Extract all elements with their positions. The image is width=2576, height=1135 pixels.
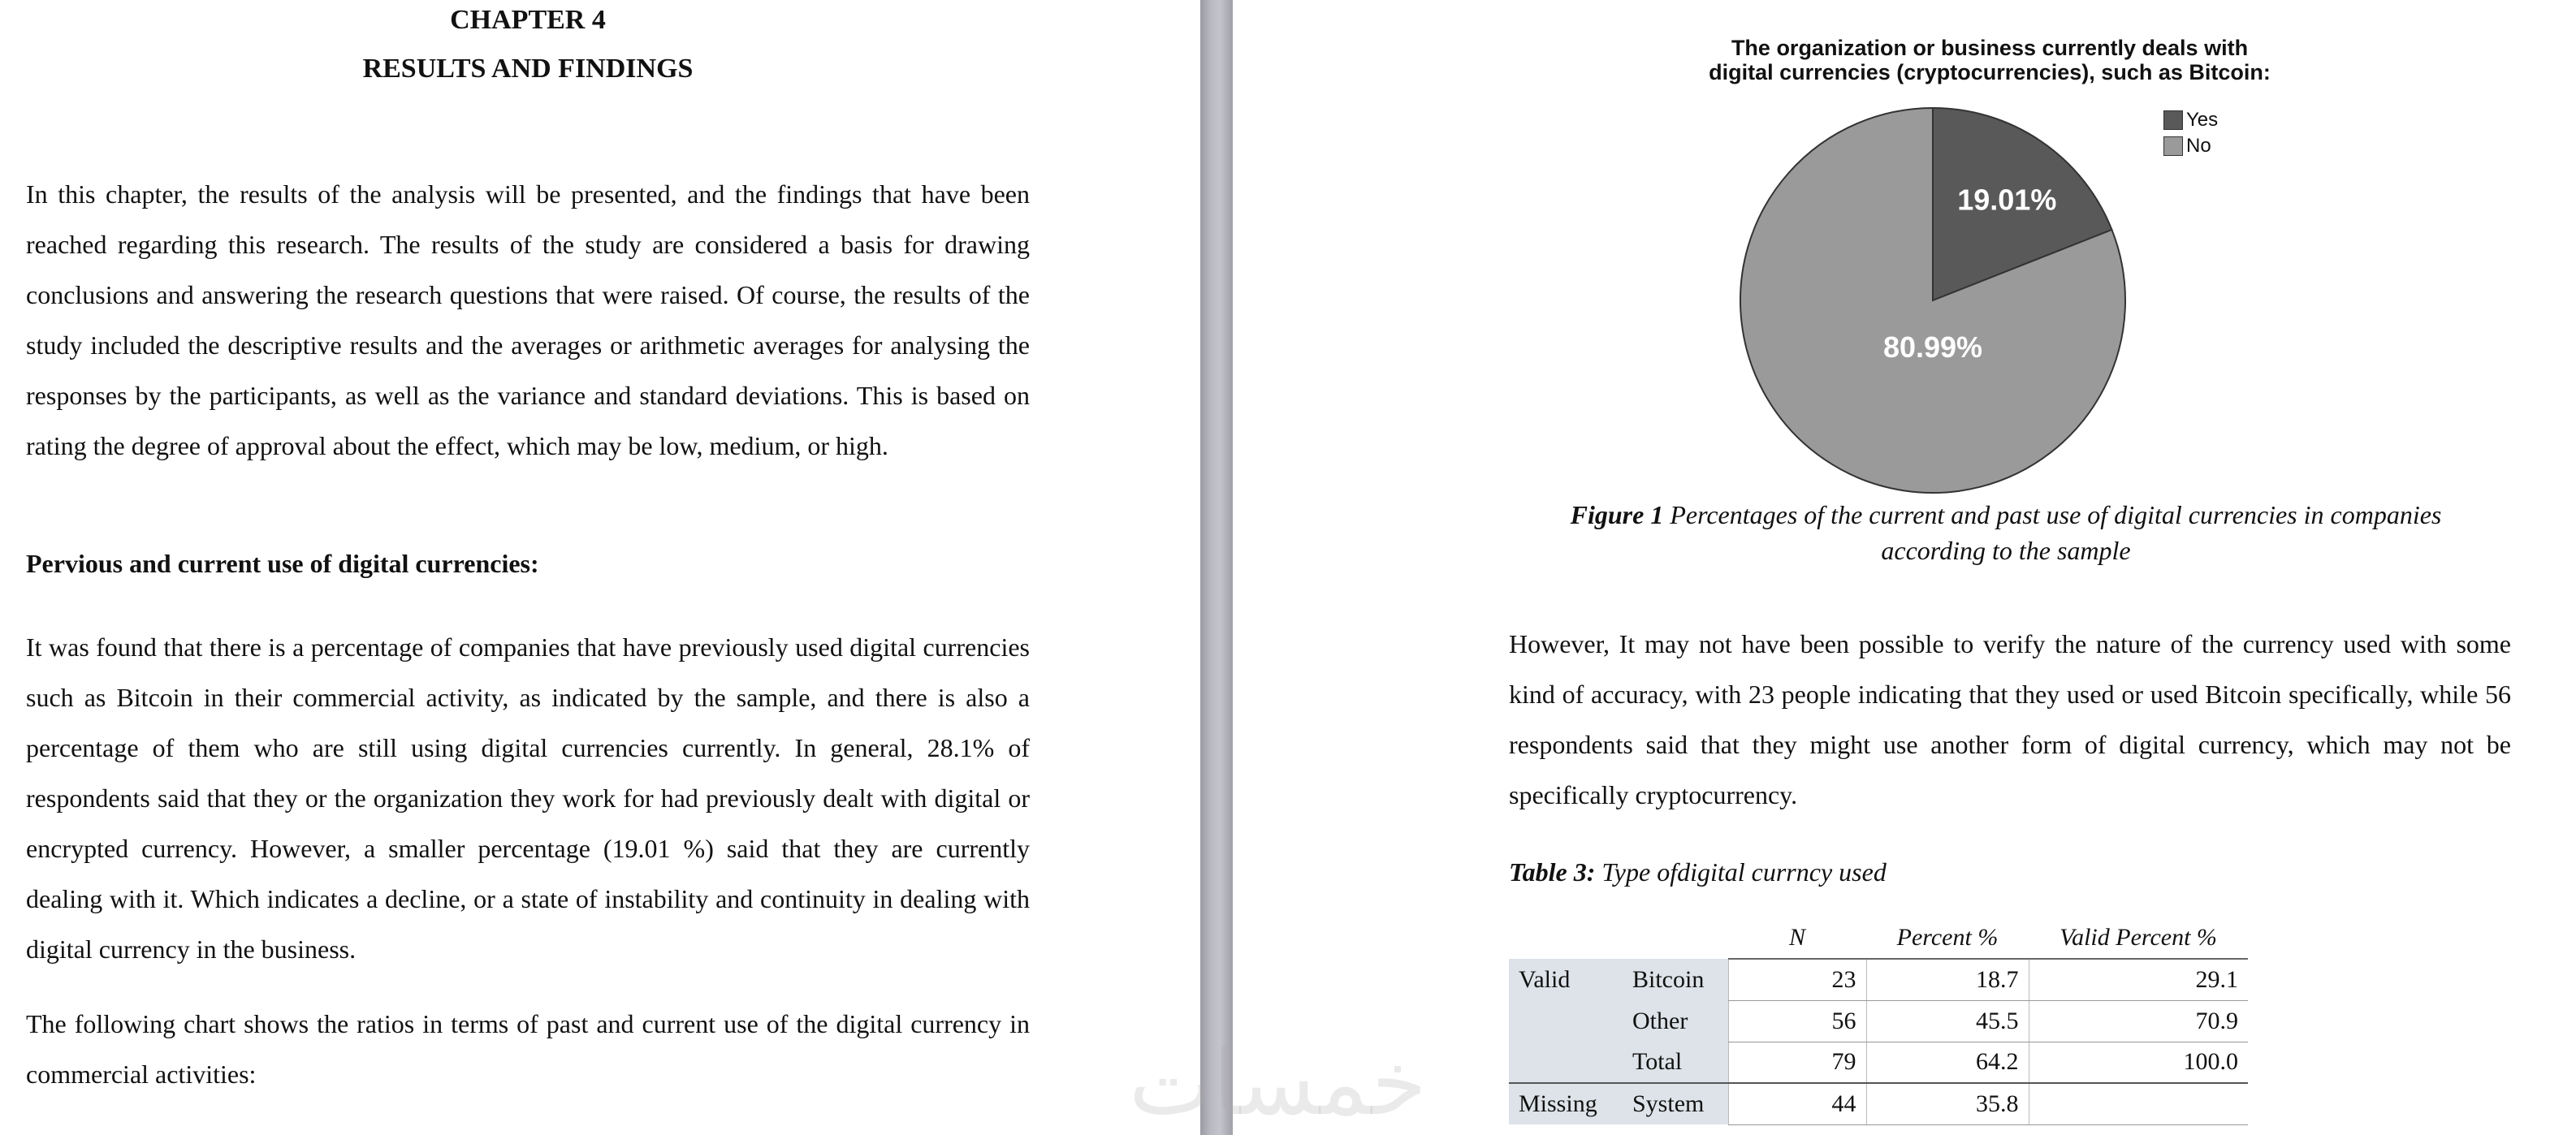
header-percent: Percent % — [1866, 917, 2029, 959]
row-group: Missing — [1509, 1083, 1623, 1124]
pie-label-no: 80.99% — [1882, 330, 1983, 364]
row-group — [1509, 1000, 1623, 1042]
cell-percent: 18.7 — [1866, 959, 2029, 1000]
cell-n: 56 — [1728, 1000, 1866, 1042]
row-category: Total — [1623, 1042, 1728, 1083]
section-heading: Pervious and current use of digital currencies: — [26, 549, 539, 578]
row-group — [1509, 1042, 1623, 1083]
chapter-title: RESULTS AND FINDINGS — [362, 54, 694, 84]
currency-type-table — [1509, 917, 2248, 1125]
header-empty-2 — [1623, 917, 1728, 959]
pie-label-yes: 19.01% — [1957, 183, 2057, 217]
table-row — [1509, 959, 2248, 1000]
header-n: N — [1728, 917, 1866, 959]
legend-item-yes — [2163, 109, 2218, 132]
pie-chart — [1730, 97, 2136, 503]
cell-valid-percent: 70.9 — [2029, 1000, 2248, 1042]
figure-caption-text: Percentages of the current and past use of digital currencies in companies — [1663, 500, 2442, 529]
chart-title-line1: The organization or business currently deals with — [1731, 36, 2249, 60]
header-valid-percent: Valid Percent % — [2029, 917, 2248, 959]
page-gutter — [1200, 0, 1233, 1135]
chapter-number: CHAPTER 4 — [450, 5, 606, 35]
table-row — [1509, 1000, 2248, 1042]
legend-swatch-yes — [2163, 110, 2183, 130]
table-caption — [1509, 857, 1887, 887]
legend-label-no: No — [2186, 135, 2211, 157]
legend-item-no — [2163, 135, 2211, 158]
table-row — [1509, 1042, 2248, 1083]
table-label: Table 3: — [1509, 857, 1596, 887]
figure-caption — [1494, 497, 2518, 533]
cell-percent: 64.2 — [1866, 1042, 2029, 1083]
cell-percent: 45.5 — [1866, 1000, 2029, 1042]
cell-valid-percent: 100.0 — [2029, 1042, 2248, 1083]
watermark-logo: خمسات — [1129, 1031, 1427, 1135]
cell-valid-percent — [2029, 1083, 2248, 1124]
cell-n: 44 — [1728, 1083, 1866, 1124]
legend-label-yes: Yes — [2186, 109, 2219, 131]
table-header-row — [1509, 917, 2248, 959]
figure-caption-line2: according to the sample — [1881, 536, 2131, 565]
cell-valid-percent: 29.1 — [2029, 959, 2248, 1000]
intro-paragraph: In this chapter, the results of the analysis will be presented, and the findings that have been reached regarding this research. The results of the study are considered a basis for drawing conclusions and answering the research questions that were raised. Of course, the results of the study included the descriptive results and the averages or arithmetic averages for analysing the responses by the participants, as well as the variance and standard deviations. This is based on rating the degree of approval about the effect, which may be low, medium, or high. — [26, 179, 1030, 460]
chart-title-line2: digital currencies (cryptocurrencies), such as Bitcoin: — [1709, 60, 2271, 84]
header-empty-1 — [1509, 917, 1623, 959]
usage-paragraph: It was found that there is a percentage of companies that have previously used digital currencies such as Bitcoin in their commercial activity, as indicated by the sample, and there is also a percentage of them who are still using digital currencies currently. In general, 28.1% of respondents said that they or the organization they work for had previously dealt with digital or encrypted currency. However, a smaller percentage (19.01 %) said that they are currently dealing with it. Which indicates a decline, or a state of instability and continuity in dealing with digital currency in the business. — [26, 632, 1030, 964]
table-row — [1509, 1083, 2248, 1124]
row-category: Bitcoin — [1623, 959, 1728, 1000]
cell-percent: 35.8 — [1866, 1083, 2029, 1124]
cell-n: 79 — [1728, 1042, 1866, 1083]
chart-intro-paragraph: The following chart shows the ratios in terms of past and current use of the digital currency in commercial activities: — [26, 1009, 1030, 1089]
row-category: System — [1623, 1083, 1728, 1124]
legend-swatch-no — [2163, 136, 2183, 156]
row-group: Valid — [1509, 959, 1623, 1000]
left-page — [0, 0, 1200, 1135]
figure-label: Figure 1 — [1570, 500, 1664, 529]
bitcoin-paragraph: However, It may not have been possible to verify the nature of the currency used with some kind of accuracy, with 23 people indicating that they used or used Bitcoin specifically, while 56 respondents said that they might use another form of digital currency, which may not be specifically cryptocurrency. — [1509, 629, 2511, 809]
row-category: Other — [1623, 1000, 1728, 1042]
cell-n: 23 — [1728, 959, 1866, 1000]
table-caption-text: Type ofdigital currncy used — [1595, 857, 1887, 887]
